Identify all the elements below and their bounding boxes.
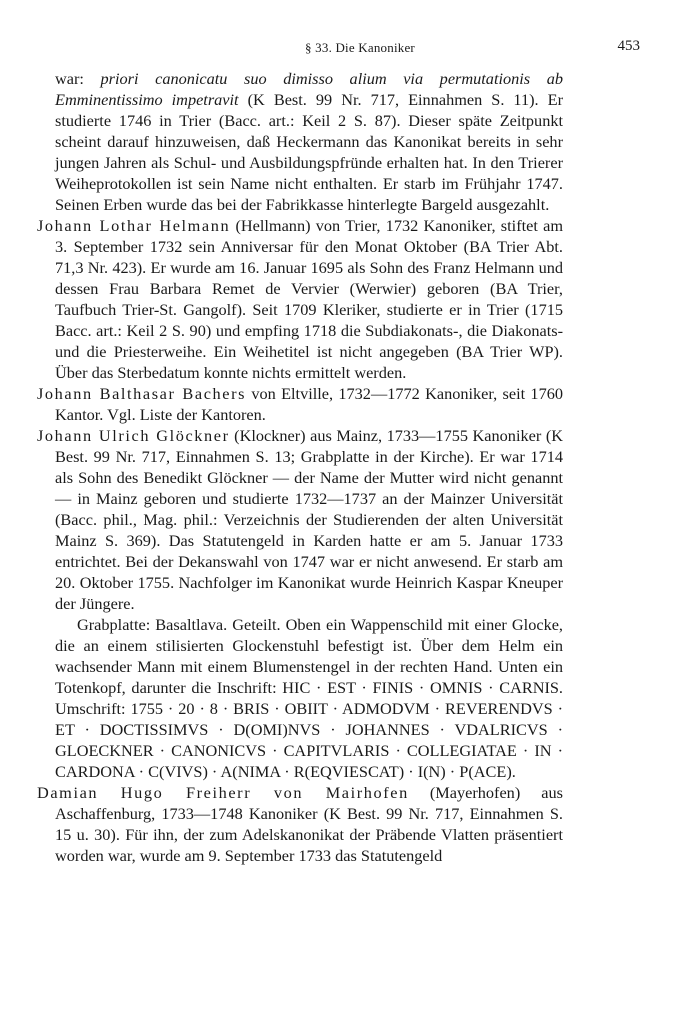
intro-paragraph xyxy=(37,68,563,215)
main-text xyxy=(37,68,563,866)
entry-name: Johann Lothar Helmann xyxy=(37,216,231,235)
intro-text: (K Best. 99 Nr. 717, Einnahmen S. 11). Er studierte 1746 in Trier (Bacc. art.: Keil 2 S. 87). Dieser späte Zeitpunkt scheint darauf hinzuweisen, daß Heckermann das Kanonikat bereits in sehr jungen Jahren als Schul- und Ausbildungspfründe erhalten hat. In den Trierer Weiheprotokollen ist sein Name nicht enthalten. Er starb im Frühjahr 1747. Seinen Erben wurde das bei der Fabrikkasse hinterlegte Bargeld ausgezahlt. xyxy=(55,90,563,214)
entry-name: Damian Hugo Freiherr von Mairhofen xyxy=(37,783,409,802)
gravestone-wrap xyxy=(37,614,563,782)
page-number: 453 xyxy=(617,38,640,54)
entry-text: von Eltville, 1732—1772 Kanoniker, seit 1760 Kantor. Vgl. Liste der Kantoren. xyxy=(55,384,563,424)
entry-text: (Mayerhofen) aus Aschaffenburg, 1733—1748 Kanoniker (K Best. 99 Nr. 717, Einnahmen S. 15 u. 30). Für ihn, der zum Adelskanonikat der Präbende Vlatten präsentiert worden war, wurde am 9. September 1733 das Statutengeld xyxy=(55,783,563,865)
entry-name: Johann Balthasar Bachers xyxy=(37,384,247,403)
entry-name: Johann Ulrich Glöckner xyxy=(37,426,230,445)
page-header xyxy=(80,38,640,58)
entry-text: (Hellmann) von Trier, 1732 Kanoniker, stiftet am 3. September 1732 sein Anniversar für den Monat Oktober (BA Trier Abt. 71,3 Nr. 423). Er wurde am 16. Januar 1695 als Sohn des Franz Helmann und dessen Frau Barbara Remet de Vervier (Werwier) geboren (BA Trier, Taufbuch Trier-St. Gangolf). Seit 1709 Kleriker, studierte er in Trier (1715 Bacc. art.: Keil 2 S. 90) und empfing 1718 die Subdiakonats-, die Diakonats- und die Priesterweihe. Ein Weihetitel ist nicht angegeben (BA Trier WP). Über das Sterbedatum konnte nichts ermittelt werden. xyxy=(55,216,563,382)
entry-bachers xyxy=(37,383,563,425)
latin-quote: priori canonicatu suo dimisso alium via permutationis ab Emminentissimo impetravit xyxy=(55,69,563,109)
entry-text: (Klockner) aus Mainz, 1733—1755 Kanoniker (K Best. 99 Nr. 717, Einnahmen S. 13; Grabplatte in der Kirche). Er war 1714 als Sohn des Benedikt Glöckner — der Name der Mutter wird nicht genannt — in Mainz geboren und studierte 1732—1737 an der Mainzer Universität (Bacc. phil., Mag. phil.: Verzeichnis der Studierenden der alten Universität Mainz S. 369). Das Statutengeld in Karden hatte er am 5. Januar 1733 entrichtet. Bei der Dekanswahl von 1747 war er nicht anwesend. Er starb am 20. Oktober 1755. Nachfolger im Kanonikat wurde Heinrich Kaspar Kneuper der Jüngere. xyxy=(55,426,563,613)
entry-gloeckner xyxy=(37,425,563,614)
intro-prefix: war: xyxy=(55,69,84,88)
running-title: § 33. Die Kanoniker xyxy=(305,40,415,55)
entry-helmann xyxy=(37,215,563,383)
gravestone-paragraph: Grabplatte: Basaltlava. Geteilt. Oben ein Wappenschild mit einer Glocke, die an einem stilisierten Glockenstuhl befestigt ist. Über dem Helm ein wachsender Mann mit einem Blumenstengel in der rechten Hand. Unten ein Totenkopf, darunter die Inschrift: HIC · EST · FINIS · OMNIS · CARNIS. Umschrift: 1755 · 20 · 8 · BRIS · OBIIT · ADMODVM · REVERENDVS · ET · DOCTISSIMVS · D(OMI)NVS · JOHANNES · VDALRICVS · GLOECKNER · CANONICVS · CAPITVLARIS · COLLEGIATAE · IN · CARDONA · C(VIVS) · A(NIMA · R(EQVIESCAT) · I(N) · P(ACE). xyxy=(55,615,563,781)
entry-mairhofen xyxy=(37,782,563,866)
